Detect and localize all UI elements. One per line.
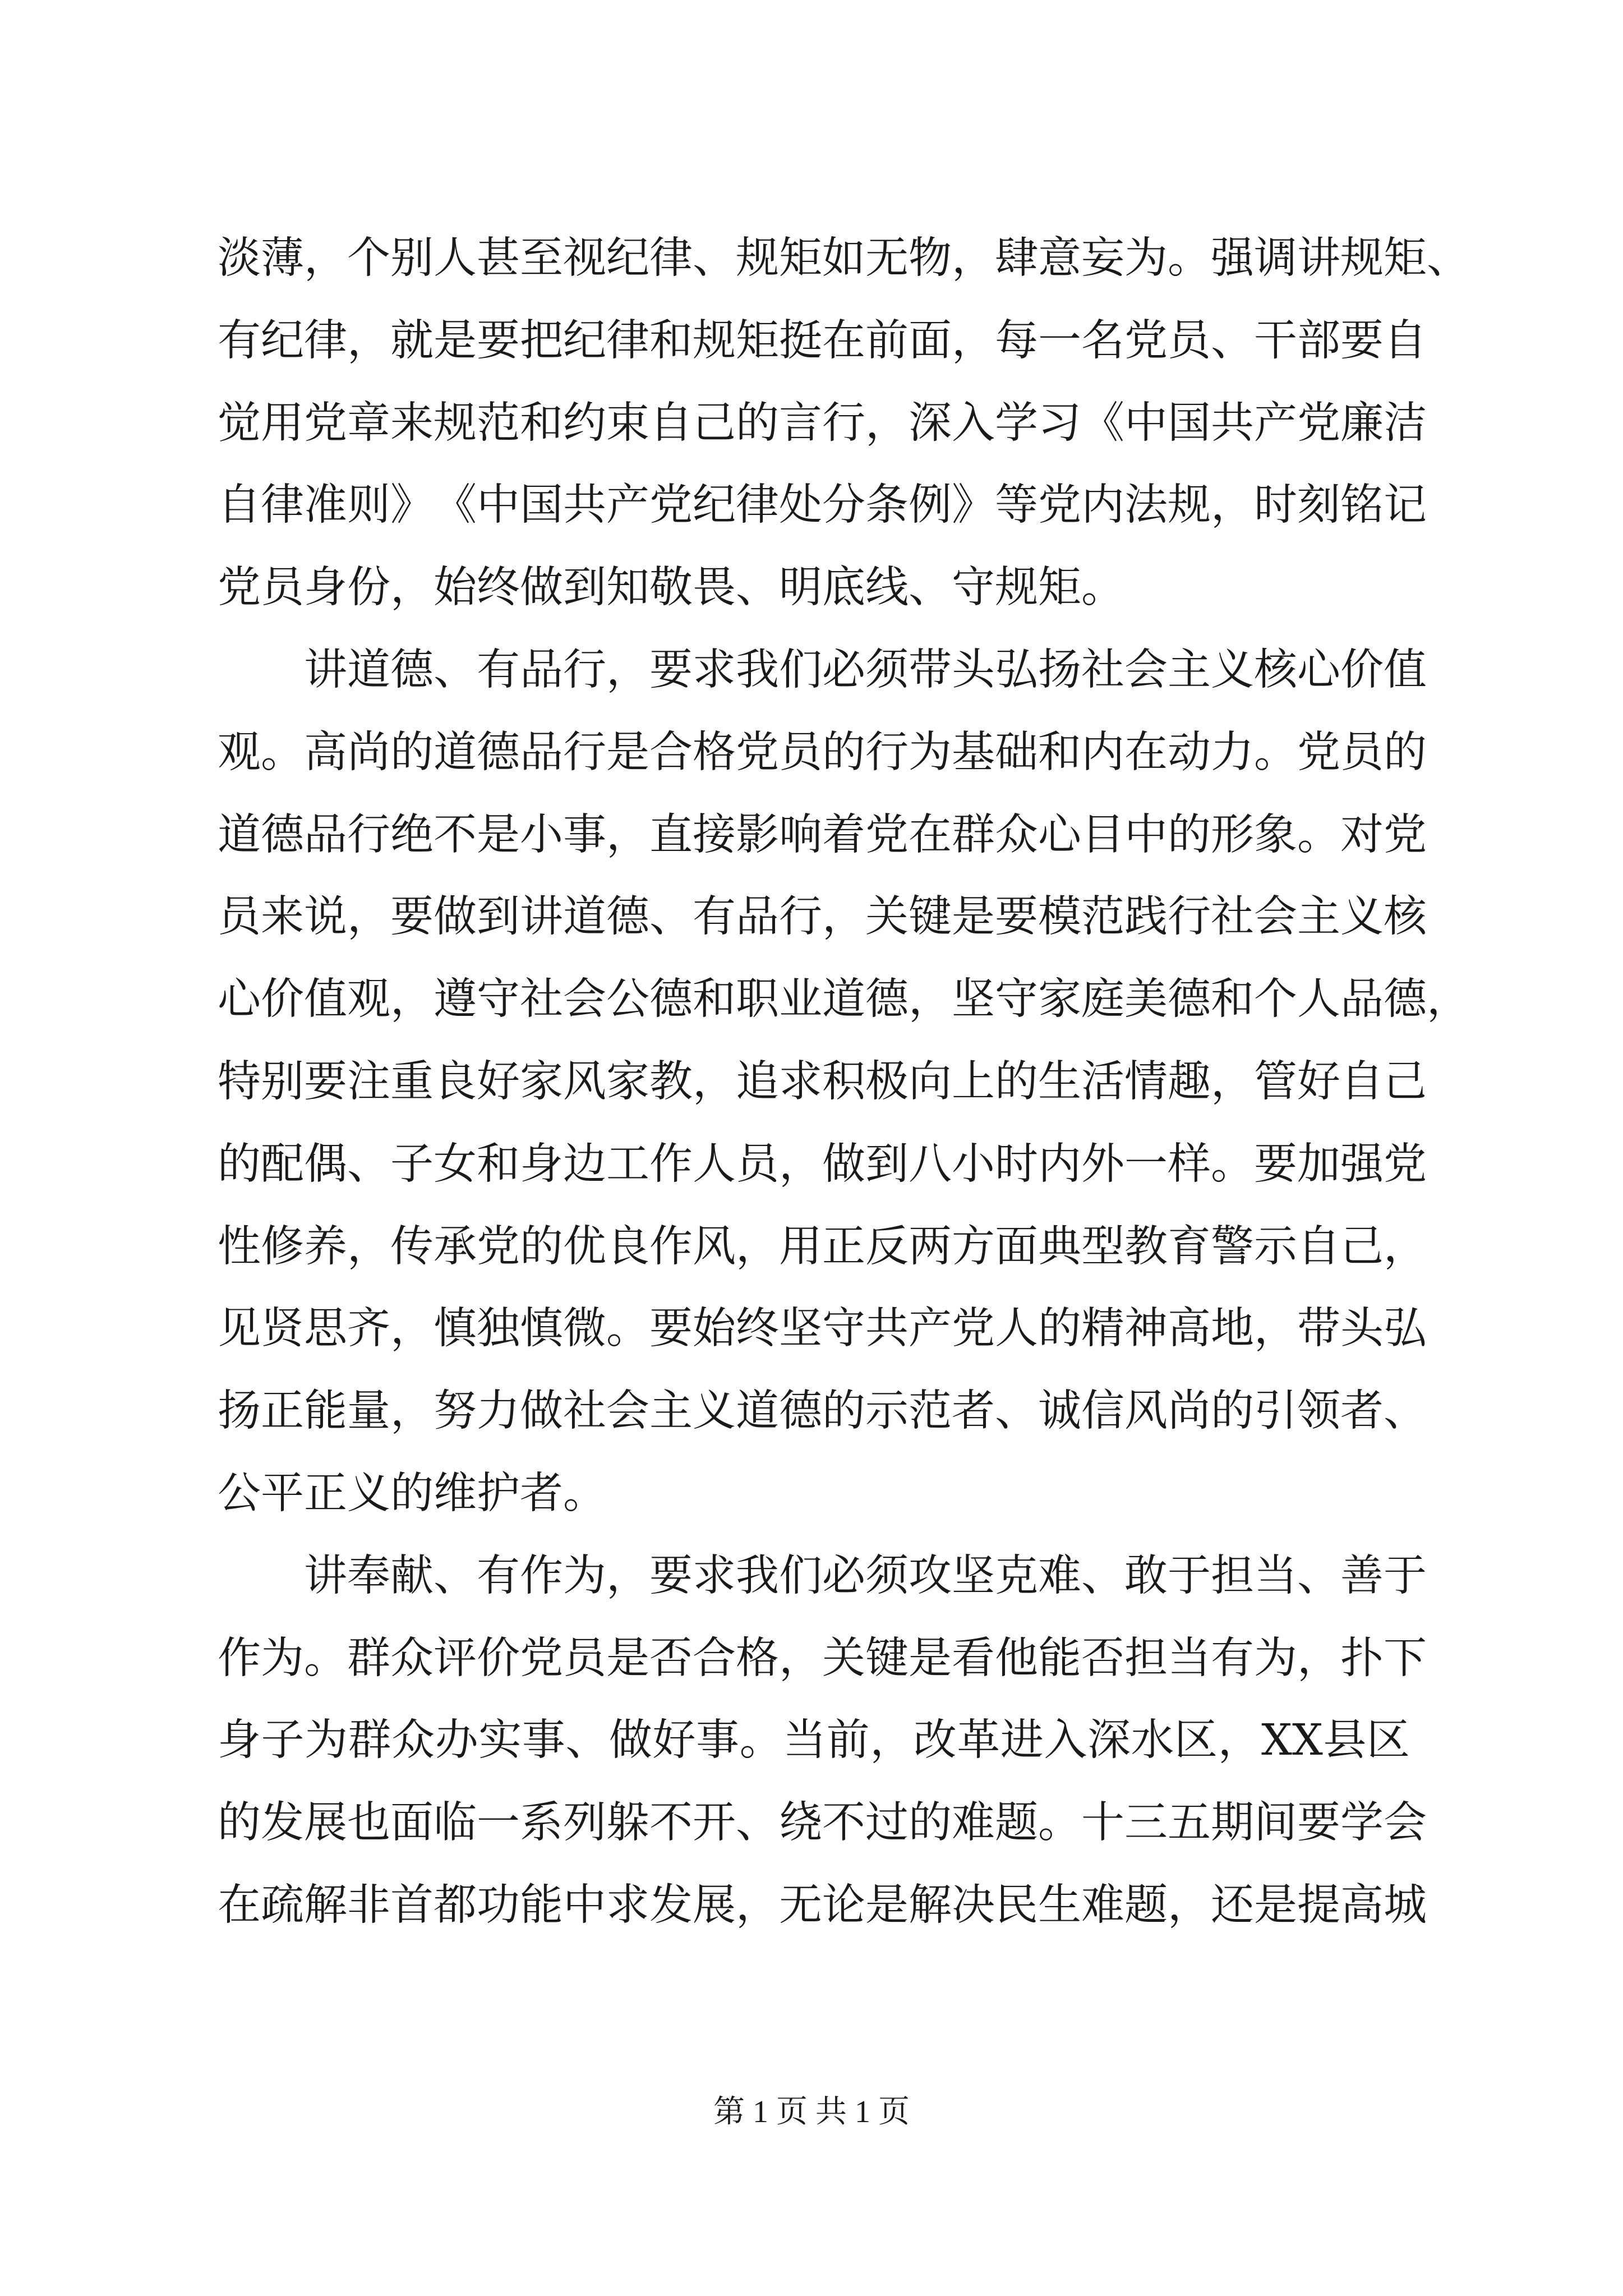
text-line: 特 别 要 注 重 良 好 家 风 家 教 ， 追 求 积 极 向 上 的 生 活 情 趣 ， 管 好 自 己 [218, 1056, 1427, 1107]
text-line: 有 纪 律 ， 就 是 要 把 纪 律 和 规 矩 挺 在 前 面 ， 每 一 名 党 员 、 干 部 要 自 [218, 315, 1427, 366]
document-body [218, 218, 1470, 1947]
text-line: 扬 正 能 量 ， 努 力 做 社 会 主 义 道 德 的 示 范 者 、 诚 信 风 尚 的 引 领 者 、 [218, 1386, 1427, 1437]
text-line: 自 律 准 则 》 《 中 国 共 产 党 纪 律 处 分 条 例 》 等 党 内 法 规 ， 时 刻 铭 记 [218, 480, 1427, 531]
text-line: 公平正义的维护者。 [218, 1468, 606, 1519]
page-footer: 第 1 页 共 1 页 [713, 2095, 910, 2129]
text-line: 员 来 说 ， 要 做 到 讲 道 德 、 有 品 行 ， 关 键 是 要 模 范 践 行 社 会 主 义 核 [218, 892, 1427, 942]
text-line: 的 配 偶 、 子 女 和 身 边 工 作 人 员 ， 做 到 八 小 时 内 外 一 样 。 要 加 强 党 [218, 1139, 1427, 1189]
text-line: 党员身份，始终做到知敬畏、明底线、守规矩。 [218, 563, 1124, 613]
text-line: 身 子 为 群 众 办 实 事 、 做 好 事 。 当 前 ， 改 革 进 入 深 水 区 ， XX 县 区 [218, 1715, 1410, 1766]
text-line: 作 为 。 群 众 评 价 党 员 是 否 合 格 ， 关 键 是 看 他 能 否 担 当 有 为 ， 扑 下 [218, 1633, 1427, 1683]
text-line: 讲 道 德 、 有 品 行 ， 要 求 我 们 必 须 带 头 弘 扬 社 会 主 义 核 心 价 值 [304, 645, 1427, 695]
text-line: 淡 薄 ， 个 别 人 甚 至 视 纪 律 、 规 矩 如 无 物 ， 肆 意 妄 为 。 强 调 讲 规 矩 、 [218, 233, 1470, 283]
text-line: 心 价 值 观 ， 遵 守 社 会 公 德 和 职 业 道 德 ， 坚 守 家 庭 美 德 和 个 人 品 德 ， [218, 974, 1470, 1025]
text-line: 觉 用 党 章 来 规 范 和 约 束 自 己 的 言 行 ， 深 入 学 习 《 中 国 共 产 党 廉 洁 [218, 398, 1427, 448]
text-line: 观 。 高 尚 的 道 德 品 行 是 合 格 党 员 的 行 为 基 础 和 内 在 动 力 。 党 员 的 [218, 727, 1427, 777]
text-line: 的 发 展 也 面 临 一 系 列 躲 不 开 、 绕 不 过 的 难 题 。 十 三 五 期 间 要 学 会 [218, 1798, 1427, 1848]
text-line: 性 修 养 ， 传 承 党 的 优 良 作 风 ， 用 正 反 两 方 面 典 型 教 育 警 示 自 己 ， [218, 1221, 1427, 1272]
text-line: 讲 奉 献 、 有 作 为 ， 要 求 我 们 必 须 攻 坚 克 难 、 敢 于 担 当 、 善 于 [304, 1550, 1427, 1601]
text-line: 在 疏 解 非 首 都 功 能 中 求 发 展 ， 无 论 是 解 决 民 生 难 题 ， 还 是 提 高 城 [218, 1880, 1427, 1930]
text-line: 见 贤 思 齐 ， 慎 独 慎 微 。 要 始 终 坚 守 共 产 党 人 的 精 神 高 地 ， 带 头 弘 [218, 1304, 1427, 1354]
text-line: 道 德 品 行 绝 不 是 小 事 ， 直 接 影 响 着 党 在 群 众 心 目 中 的 形 象 。 对 党 [218, 809, 1427, 860]
